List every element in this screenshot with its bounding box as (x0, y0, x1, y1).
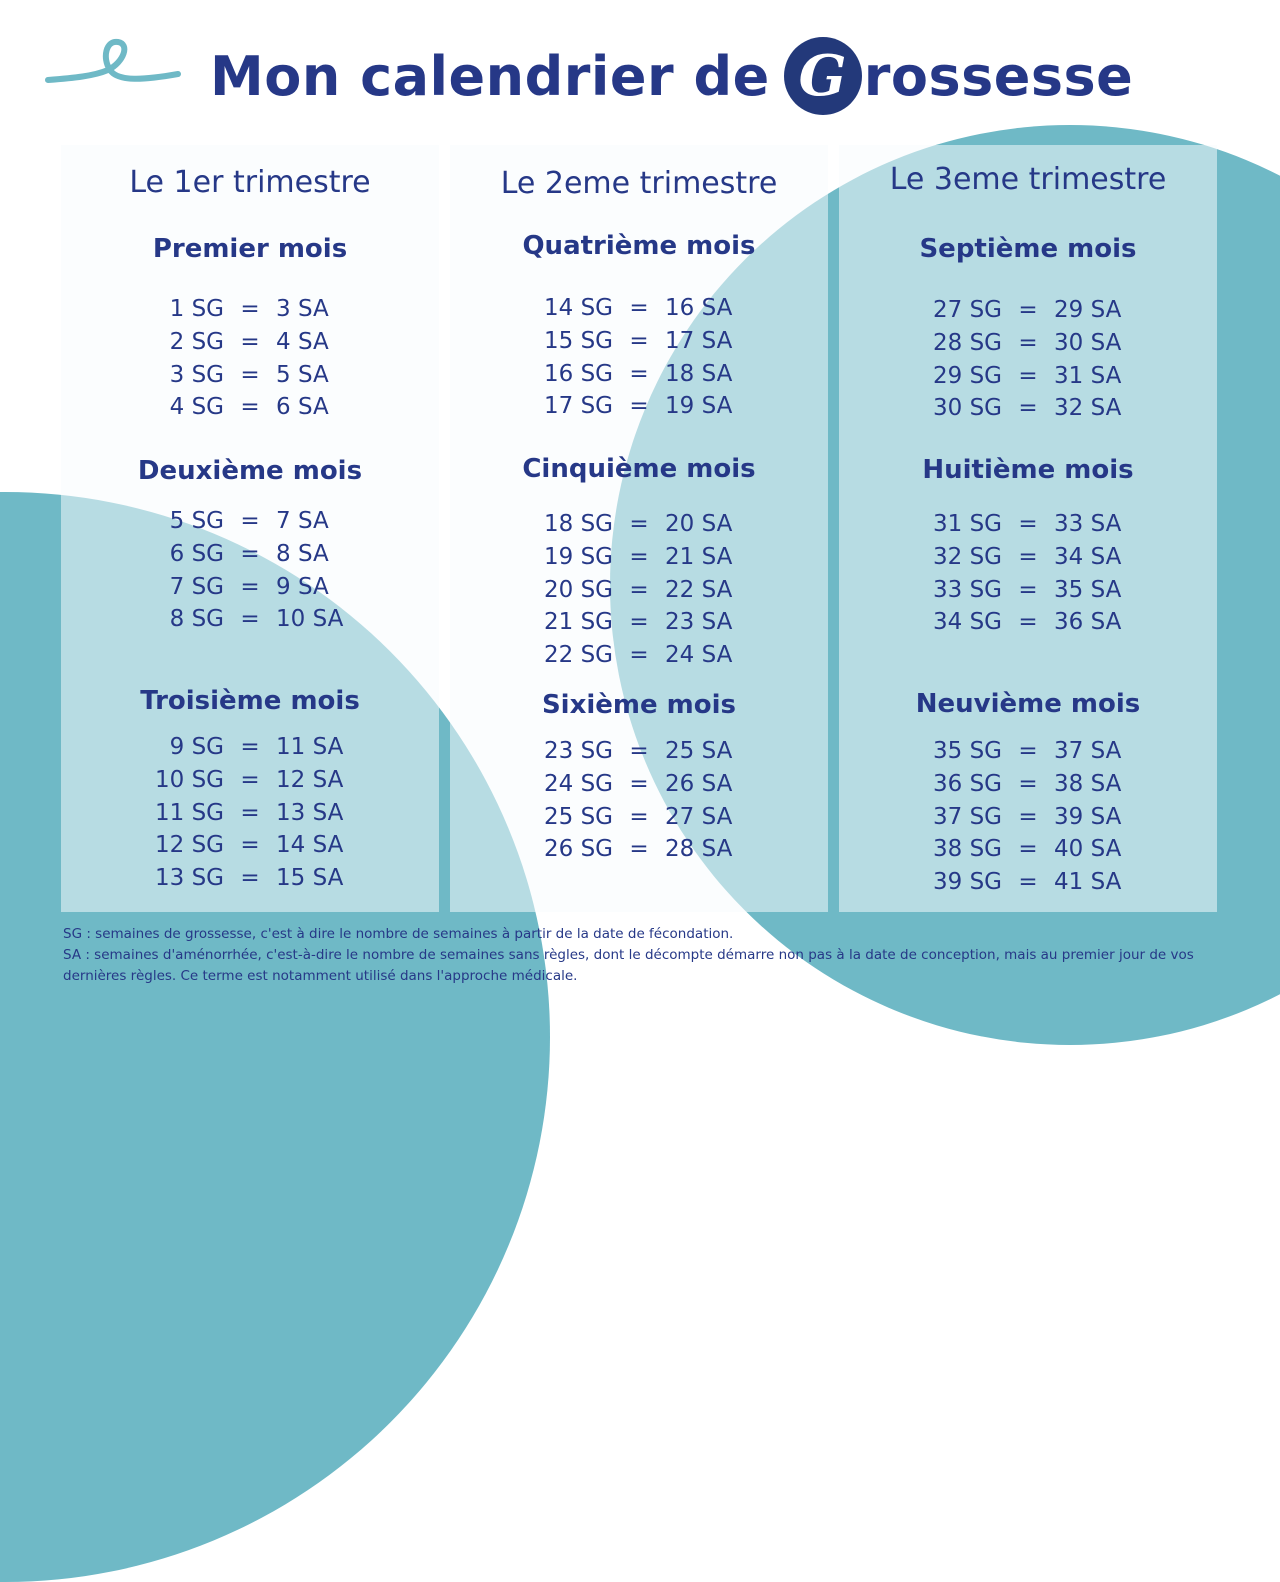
week-row: 1 SG = 3 SA (169, 296, 329, 323)
month-title: Sixième mois (541, 690, 737, 720)
month-title: Premier mois (152, 234, 348, 264)
title-text-part1: Mon calendrier de (210, 44, 770, 108)
trimester-panel-3 (839, 145, 1217, 912)
week-row: 30 SG = 32 SA (933, 395, 1122, 422)
month-rows (839, 735, 1217, 898)
month-rows (839, 294, 1217, 425)
trimester-panel-2 (450, 145, 828, 912)
month-title: Cinquième mois (522, 454, 756, 484)
week-row: 20 SG = 22 SA (544, 576, 733, 603)
week-row: 17 SG = 19 SA (544, 393, 733, 420)
week-row: 16 SG = 18 SA (544, 360, 733, 387)
month-title: Septième mois (919, 234, 1137, 264)
trimester-panel-1 (61, 145, 439, 912)
week-row: 7 SG = 9 SA (169, 573, 329, 600)
month-rows (450, 292, 828, 423)
footnote-sa-definition: SA : semaines d'aménorrhée, c'est-à-dire le nombre de semaines sans règles, dont le décompte démarre non pas à la date de conception, mais au premier jour de vos dernières règles. Ce terme est notamment utilisé dans l'approche médicale. (63, 947, 1194, 984)
trimester-title: Le 2eme trimestre (500, 166, 778, 201)
week-row: 35 SG = 37 SA (933, 738, 1122, 765)
month-title: Troisième mois (140, 686, 360, 716)
week-row: 29 SG = 31 SA (933, 362, 1122, 389)
month-rows (61, 731, 439, 894)
title-text-part2: rossesse (863, 44, 1134, 108)
week-row: 6 SG = 8 SA (169, 541, 329, 568)
trimester-title: Le 1er trimestre (129, 165, 371, 200)
week-row: 10 SG = 12 SA (155, 767, 344, 794)
week-row: 38 SG = 40 SA (933, 836, 1122, 863)
week-row: 23 SG = 25 SA (544, 738, 733, 765)
g-logo-icon: G (784, 37, 862, 115)
week-row: 8 SG = 10 SA (169, 606, 344, 633)
page-title (210, 38, 1133, 114)
week-row: 34 SG = 36 SA (933, 609, 1122, 636)
month-rows (61, 293, 439, 424)
week-row: 31 SG = 33 SA (933, 511, 1122, 538)
week-row: 3 SG = 5 SA (169, 361, 329, 388)
month-title: Quatrième mois (522, 231, 756, 261)
week-row: 33 SG = 35 SA (933, 576, 1122, 603)
week-row: 14 SG = 16 SA (544, 295, 733, 322)
week-row: 27 SG = 29 SA (933, 297, 1122, 324)
footnote-sg-definition: SG : semaines de grossesse, c'est à dire le nombre de semaines à partir de la date de fécondation. (63, 926, 734, 942)
month-title: Deuxième mois (137, 456, 363, 486)
month-rows (839, 508, 1217, 639)
week-row: 24 SG = 26 SA (544, 771, 733, 798)
week-row: 5 SG = 7 SA (169, 508, 329, 535)
week-row: 28 SG = 30 SA (933, 330, 1122, 357)
week-row: 19 SG = 21 SA (544, 544, 733, 571)
week-row: 39 SG = 41 SA (933, 869, 1122, 896)
week-row: 36 SG = 38 SA (933, 771, 1122, 798)
trimester-title: Le 3eme trimestre (889, 162, 1167, 197)
week-row: 2 SG = 4 SA (169, 329, 329, 356)
week-row: 4 SG = 6 SA (169, 394, 329, 421)
header (0, 0, 1280, 130)
month-rows (450, 508, 828, 671)
month-title: Neuvième mois (915, 689, 1141, 719)
week-row: 32 SG = 34 SA (933, 544, 1122, 571)
week-row: 25 SG = 27 SA (544, 803, 733, 830)
week-row: 22 SG = 24 SA (544, 642, 733, 669)
week-row: 18 SG = 20 SA (544, 511, 733, 538)
ribbon-logo-icon (44, 36, 184, 90)
week-row: 12 SG = 14 SA (155, 832, 344, 859)
week-row: 21 SG = 23 SA (544, 609, 733, 636)
footnote (63, 924, 1223, 987)
month-title: Huitième mois (922, 455, 1134, 485)
month-rows (61, 505, 439, 636)
week-row: 26 SG = 28 SA (544, 836, 733, 863)
month-rows (450, 735, 828, 866)
week-row: 13 SG = 15 SA (155, 865, 344, 892)
week-row: 9 SG = 11 SA (169, 734, 344, 761)
week-row: 11 SG = 13 SA (155, 799, 344, 826)
week-row: 15 SG = 17 SA (544, 328, 733, 355)
week-row: 37 SG = 39 SA (933, 803, 1122, 830)
